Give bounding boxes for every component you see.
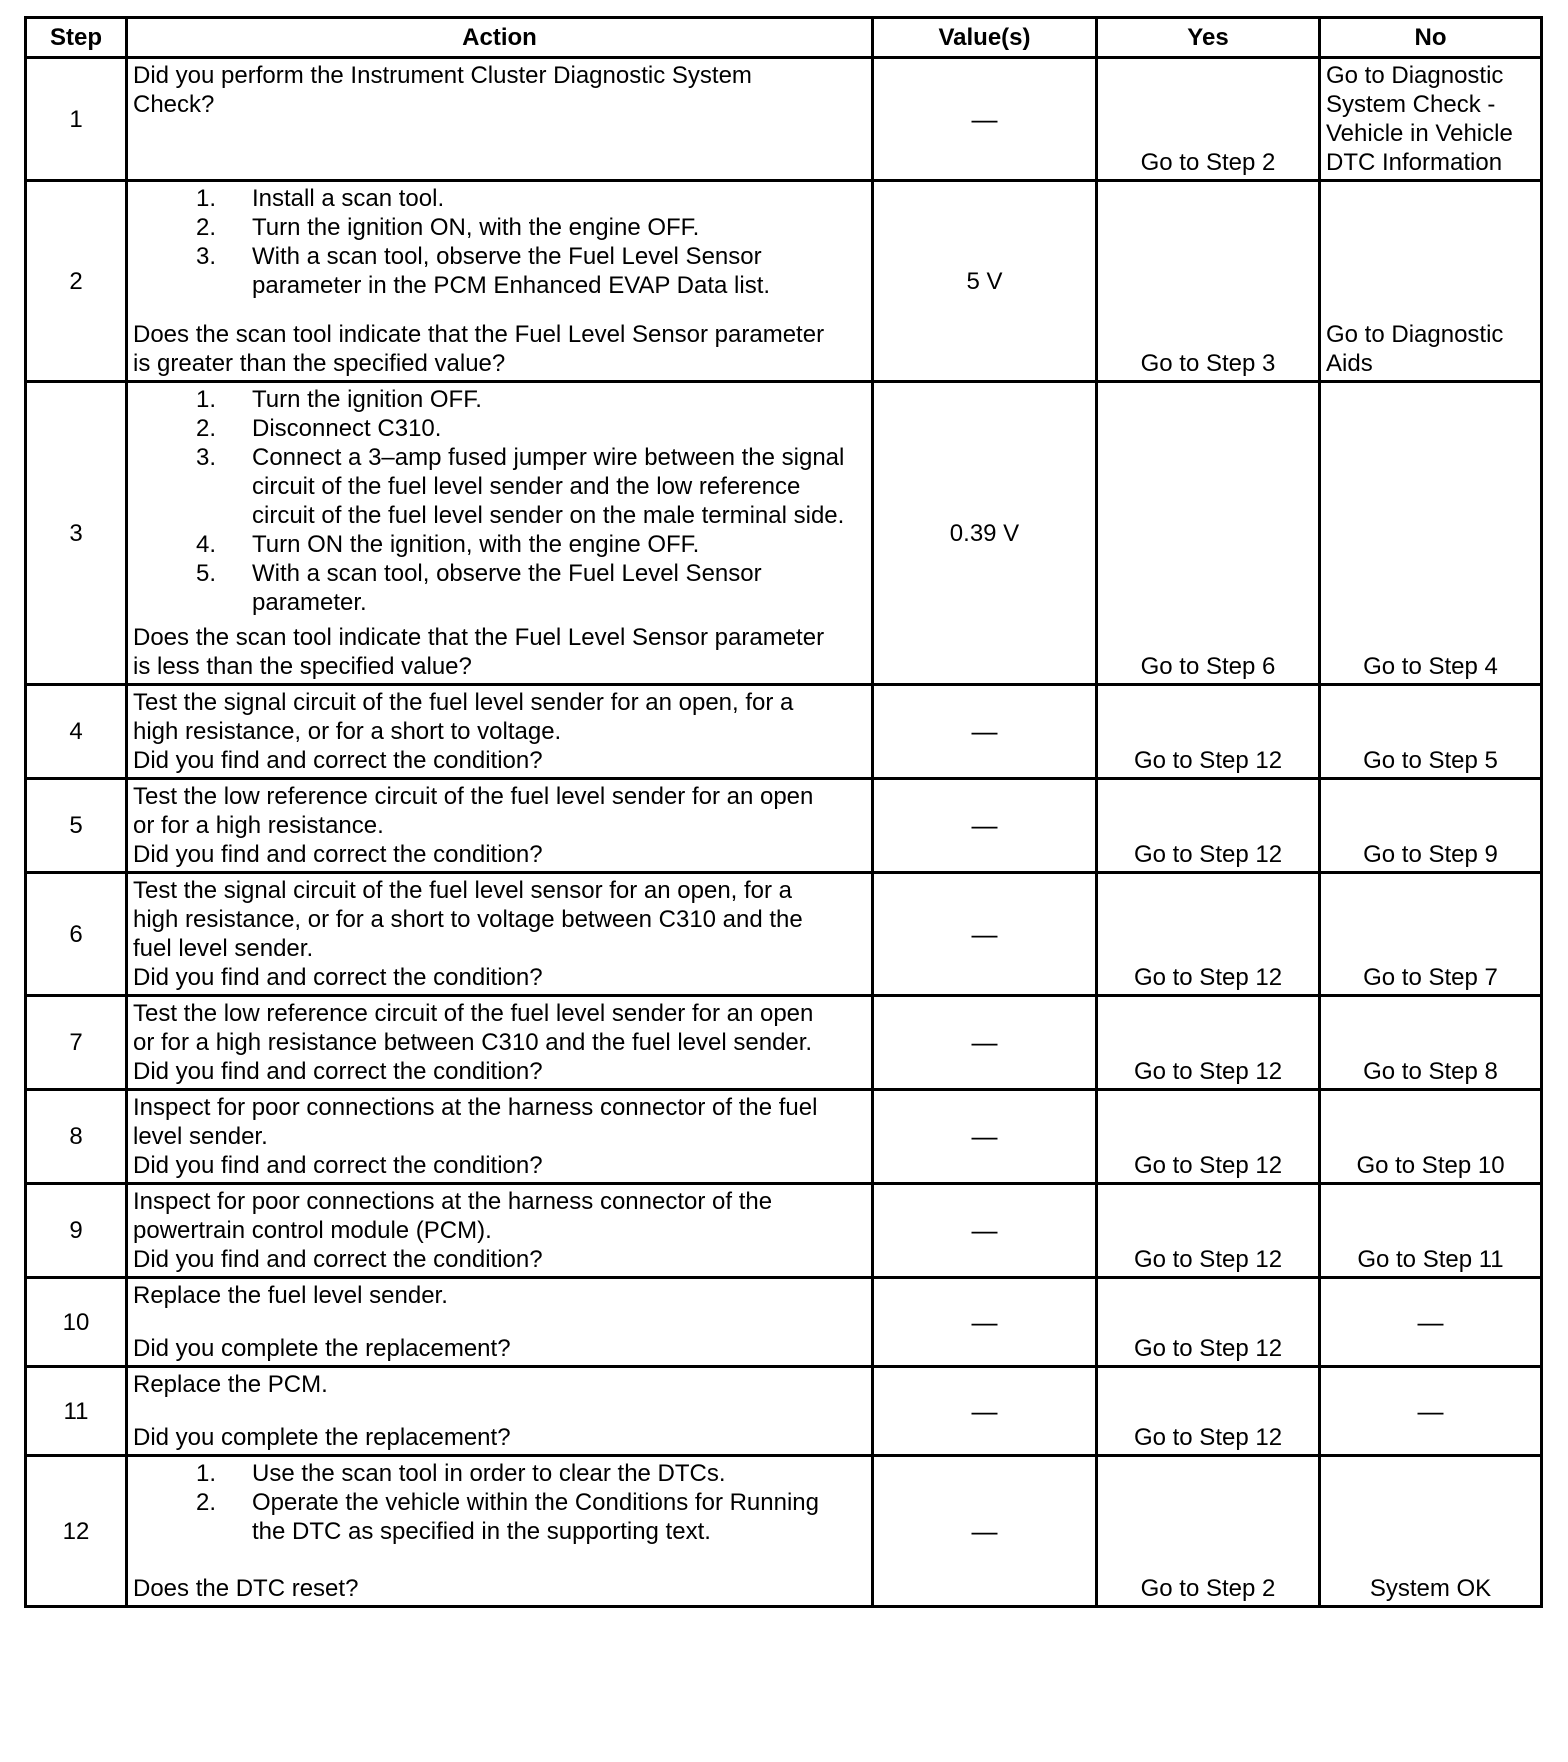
diagnostic-table <box>24 16 1543 1608</box>
yes-link: Go to Step 12 <box>1097 1090 1320 1184</box>
table-row <box>26 873 1542 996</box>
action-cell <box>127 382 873 685</box>
no-link: Go to Step 8 <box>1320 996 1542 1090</box>
list-item: 1. Turn the ignition OFF. <box>195 386 482 413</box>
value-cell: — <box>873 996 1097 1090</box>
table-row <box>26 181 1542 382</box>
no-link: Go to Step 9 <box>1320 779 1542 873</box>
list-item: 2. Disconnect C310. <box>195 415 442 442</box>
header-no: No <box>1320 18 1542 58</box>
table-row <box>26 1184 1542 1278</box>
procedure-list <box>133 184 867 300</box>
question: Does the scan tool indicate that the Fuel Level Sensor parameter is greater than the specified value? <box>133 321 825 377</box>
no-line: Go to Diagnostic <box>1326 321 1504 348</box>
step-number: 4 <box>26 685 127 779</box>
table-row <box>26 1090 1542 1184</box>
step-number: 9 <box>26 1184 127 1278</box>
step-number: 12 <box>26 1456 127 1607</box>
step-number: 1 <box>26 58 127 181</box>
action-cell: Inspect for poor connections at the harness connector of the powertrain control module (PCM). Did you find and correct the condition? <box>127 1184 873 1278</box>
yes-link: Go to Step 6 <box>1097 382 1320 685</box>
list-item: 5. With a scan tool, observe the Fuel Level Sensor parameter. <box>195 560 762 616</box>
action-content <box>133 184 867 378</box>
yes-link: Go to Step 12 <box>1097 1367 1320 1456</box>
value-cell: — <box>873 873 1097 996</box>
action-cell: Test the low reference circuit of the fuel level sender for an open or for a high resistance between C310 and the fuel level sender. Did you find and correct the condition? <box>127 996 873 1090</box>
yes-link: Go to Step 12 <box>1097 779 1320 873</box>
action-line: Did you perform the Instrument Cluster Diagnostic System <box>133 62 752 89</box>
no-link: System OK <box>1320 1456 1542 1607</box>
value-cell: — <box>873 1456 1097 1607</box>
value-cell: — <box>873 1184 1097 1278</box>
table-row <box>26 58 1542 181</box>
question: Does the DTC reset? <box>133 1575 359 1602</box>
no-link: Go to Step 5 <box>1320 685 1542 779</box>
table-row <box>26 1278 1542 1367</box>
step-number: 8 <box>26 1090 127 1184</box>
no-link: — <box>1320 1278 1542 1367</box>
value-cell: — <box>873 1367 1097 1456</box>
table-row <box>26 382 1542 685</box>
yes-link: Go to Step 12 <box>1097 1278 1320 1367</box>
action-line: Check? <box>133 91 215 118</box>
table-row <box>26 685 1542 779</box>
action-cell <box>127 1456 873 1607</box>
list-item: 3. With a scan tool, observe the Fuel Level Sensor parameter in the PCM Enhanced EVAP Data list. <box>195 243 771 299</box>
procedure-list <box>133 385 867 617</box>
yes-link: Go to Step 12 <box>1097 685 1320 779</box>
no-link: — <box>1320 1367 1542 1456</box>
value-cell: — <box>873 685 1097 779</box>
step-number: 11 <box>26 1367 127 1456</box>
no-link: Go to Step 4 <box>1320 382 1542 685</box>
yes-link: Go to Step 2 <box>1097 1456 1320 1607</box>
table-row <box>26 1367 1542 1456</box>
yes-link: Go to Step 3 <box>1097 181 1320 382</box>
header-step: Step <box>26 18 127 58</box>
list-item: 2. Operate the vehicle within the Conditions for Running the DTC as specified in the supporting text. <box>195 1489 819 1545</box>
action-content <box>133 1459 867 1603</box>
action-cell <box>127 181 873 382</box>
table-row <box>26 1456 1542 1607</box>
value-cell: — <box>873 779 1097 873</box>
header-yes: Yes <box>1097 18 1320 58</box>
list-item: 1. Install a scan tool. <box>195 185 445 212</box>
no-line: Aids <box>1326 350 1373 377</box>
step-number: 10 <box>26 1278 127 1367</box>
action-cell <box>127 1367 873 1456</box>
step-number: 3 <box>26 382 127 685</box>
list-item: 3. Connect a 3–amp fused jumper wire between the signal circuit of the fuel level sender and the low reference circuit of the fuel level sender on the male terminal side. <box>195 444 845 529</box>
table-header <box>26 18 1542 58</box>
no-line: DTC Information <box>1326 149 1503 176</box>
action-cell: Test the signal circuit of the fuel level sensor for an open, for a high resistance, or for a short to voltage between C310 and the fuel level sender. Did you find and correct the condition? <box>127 873 873 996</box>
value-cell: — <box>873 1278 1097 1367</box>
action-cell <box>127 1278 873 1367</box>
action-cell: Test the low reference circuit of the fuel level sender for an open or for a high resistance. Did you find and correct the condition? <box>127 779 873 873</box>
value-cell: 5 V <box>873 181 1097 382</box>
yes-link: Go to Step 2 <box>1097 58 1320 181</box>
header-action: Action <box>127 18 873 58</box>
header-values: Value(s) <box>873 18 1097 58</box>
value-cell: — <box>873 1090 1097 1184</box>
no-line: System Check - <box>1326 91 1496 118</box>
value-cell: — <box>873 58 1097 181</box>
no-link: Go to Step 7 <box>1320 873 1542 996</box>
question: Does the scan tool indicate that the Fuel Level Sensor parameter is less than the specified value? <box>133 624 825 680</box>
no-link <box>1320 181 1542 382</box>
step-number: 5 <box>26 779 127 873</box>
no-link <box>1320 58 1542 181</box>
action-content <box>133 385 867 681</box>
no-link: Go to Step 11 <box>1320 1184 1542 1278</box>
action-cell <box>127 58 873 181</box>
no-link: Go to Step 10 <box>1320 1090 1542 1184</box>
value-cell: 0.39 V <box>873 382 1097 685</box>
list-item: 2. Turn the ignition ON, with the engine OFF. <box>195 214 700 241</box>
list-item: 1. Use the scan tool in order to clear the DTCs. <box>195 1460 726 1487</box>
yes-link: Go to Step 12 <box>1097 1184 1320 1278</box>
step-number: 2 <box>26 181 127 382</box>
step-number: 6 <box>26 873 127 996</box>
no-line: Go to Diagnostic <box>1326 62 1504 89</box>
action-cell: Test the signal circuit of the fuel level sender for an open, for a high resistance, or for a short to voltage. Did you find and correct the condition? <box>127 685 873 779</box>
header-row <box>26 18 1542 58</box>
no-line: Vehicle in Vehicle <box>1326 120 1513 147</box>
step-number: 7 <box>26 996 127 1090</box>
yes-link: Go to Step 12 <box>1097 996 1320 1090</box>
yes-link: Go to Step 12 <box>1097 873 1320 996</box>
table-row <box>26 779 1542 873</box>
action-cell: Inspect for poor connections at the harness connector of the fuel level sender. Did you find and correct the condition? <box>127 1090 873 1184</box>
table-row <box>26 996 1542 1090</box>
action-content: Replace the PCM. Did you complete the replacement? <box>133 1371 511 1451</box>
procedure-list <box>133 1459 867 1546</box>
action-content: Replace the fuel level sender. Did you complete the replacement? <box>133 1282 511 1362</box>
list-item: 4. Turn ON the ignition, with the engine OFF. <box>195 531 700 558</box>
